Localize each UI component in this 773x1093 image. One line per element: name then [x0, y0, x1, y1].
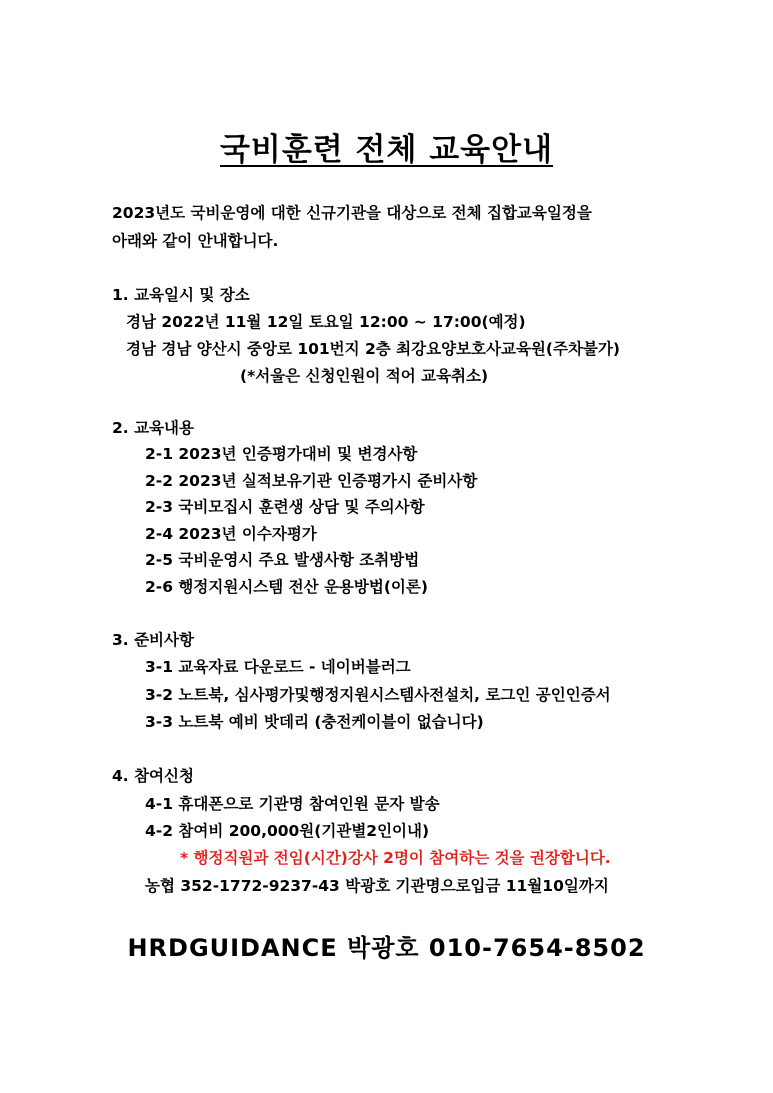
intro-line-1: 2023년도 국비운영에 대한 신규기관을 대상으로 전체 집합교육일정을	[112, 204, 592, 222]
section3-item: 3-3 노트북 예비 밧데리 (충전케이블이 없습니다)	[145, 713, 484, 731]
section3-heading: 3. 준비사항	[112, 631, 194, 649]
intro-line-2: 아래와 같이 안내합니다.	[112, 232, 279, 250]
section4-bank-info: 농협 352-1772-9237-43 박광호 기관명으로입금 11월10일까지	[145, 877, 609, 895]
section1-location-line: 경남 경남 양산시 중앙로 101번지 2층 최강요양보호사교육원(주차불가)	[126, 340, 620, 358]
contact-footer: HRDGUIDANCE 박광호 010-7654-8502	[127, 934, 646, 962]
page-title: 국비훈련 전체 교육안내	[219, 132, 554, 168]
section2-heading: 2. 교육내용	[112, 419, 194, 437]
section2-item: 2-4 2023년 이수자평가	[145, 525, 317, 543]
section1-date-line: 경남 2022년 11월 12일 토요일 12:00 ~ 17:00(예정)	[126, 313, 526, 331]
section3-item: 3-2 노트북, 심사평가및행정지원시스템사전설치, 로그인 공인인증서	[145, 686, 611, 704]
section3-item: 3-1 교육자료 다운로드 - 네이버블러그	[145, 658, 411, 676]
section2-item: 2-1 2023년 인증평가대비 및 변경사항	[145, 445, 418, 463]
section2-item: 2-2 2023년 실적보유기관 인증평가시 준비사항	[145, 472, 478, 490]
section4-heading: 4. 참여신청	[112, 767, 194, 785]
section4-item: 4-1 휴대폰으로 기관명 참여인원 문자 발송	[145, 795, 440, 813]
section4-item: 4-2 참여비 200,000원(기관별2인이내)	[145, 822, 430, 840]
section2-item: 2-3 국비모집시 훈련생 상담 및 주의사항	[145, 498, 425, 516]
section4-notice: * 행정직원과 전임(시간)강사 2명이 참여하는 것을 권장합니다.	[180, 849, 611, 867]
section2-item: 2-6 행정지원시스템 전산 운용방법(이론)	[145, 578, 428, 596]
section2-item: 2-5 국비운영시 주요 발생사항 조취방법	[145, 551, 420, 569]
section1-note-line: (*서울은 신청인원이 적어 교육취소)	[240, 367, 489, 385]
section1-heading: 1. 교육일시 및 장소	[112, 286, 250, 304]
